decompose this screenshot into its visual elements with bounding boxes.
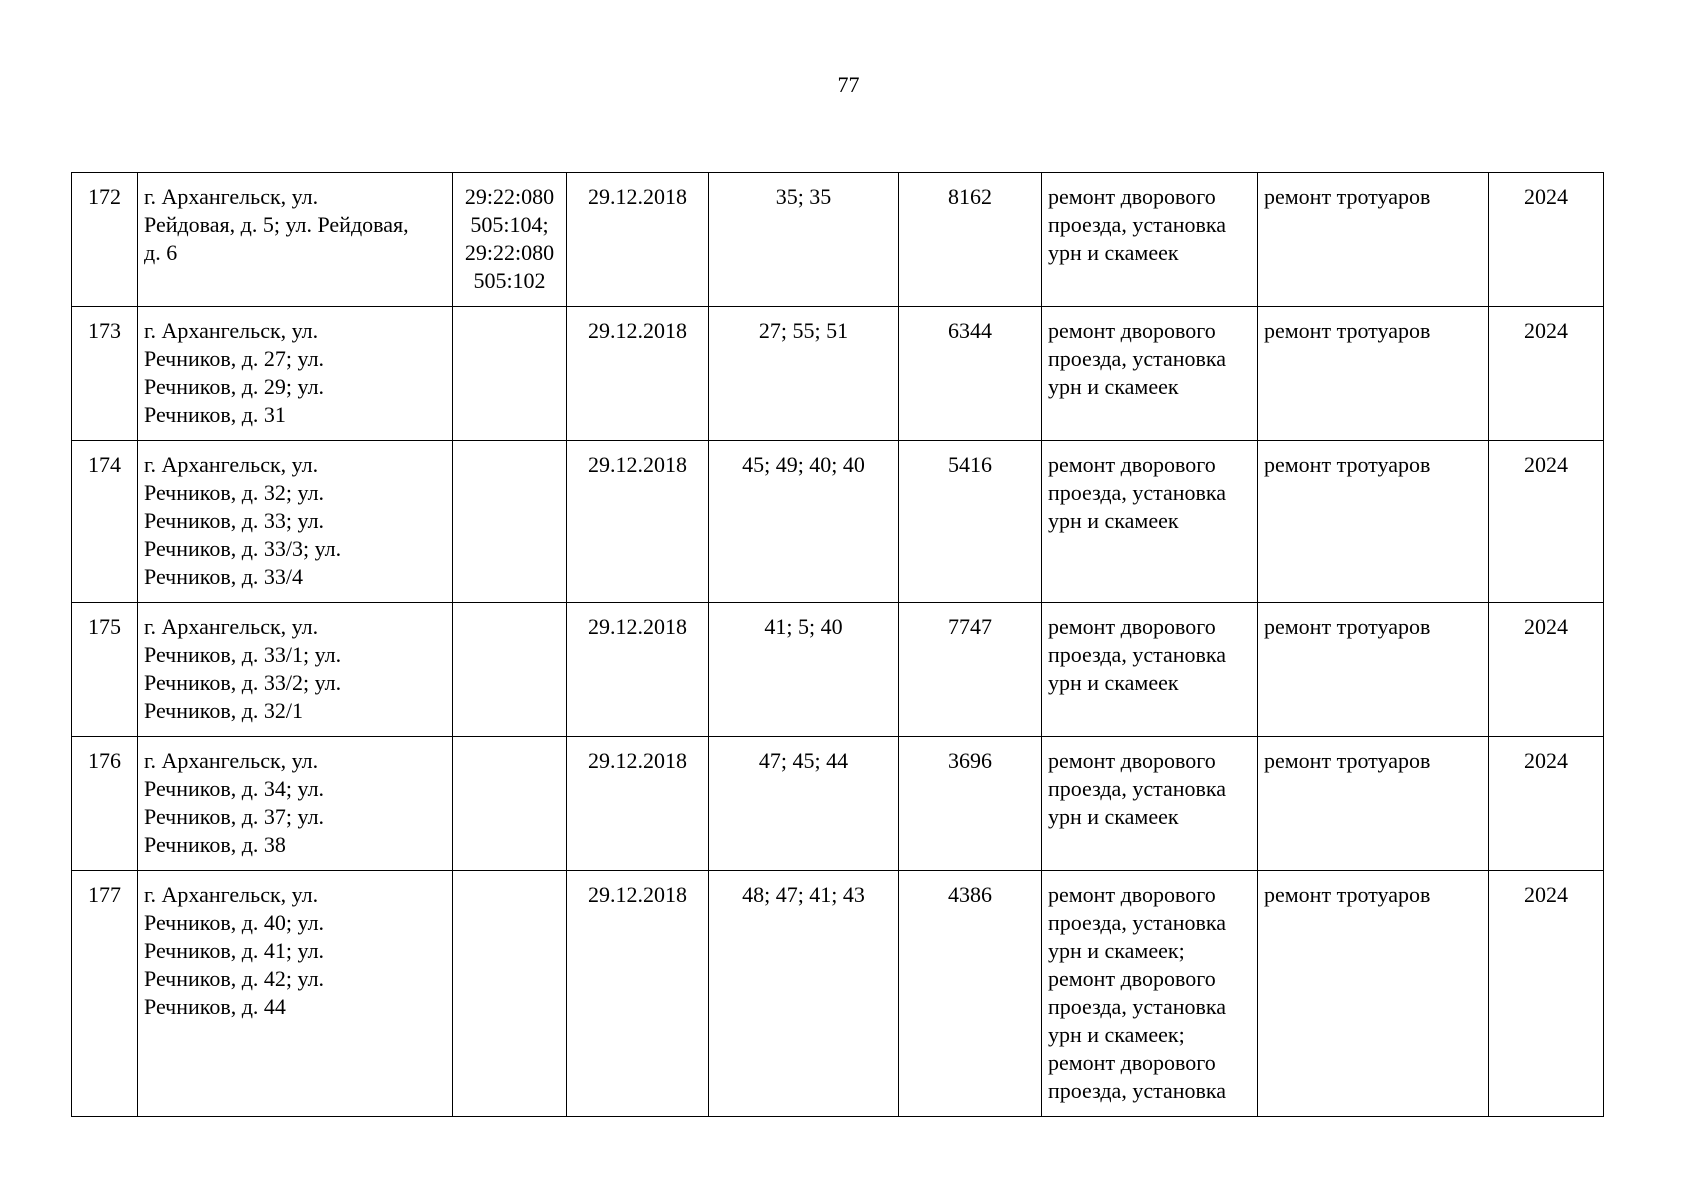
percent-values-cell: 35; 35 — [709, 173, 899, 307]
main-works-cell — [1042, 173, 1258, 307]
address-cell — [138, 307, 453, 441]
year-cell: 2024 — [1489, 603, 1604, 737]
area-cell: 3696 — [899, 737, 1042, 871]
address-cell — [138, 871, 453, 1117]
row-number-cell: 177 — [72, 871, 138, 1117]
area-cell: 8162 — [899, 173, 1042, 307]
date-cell: 29.12.2018 — [567, 307, 709, 441]
address-cell — [138, 441, 453, 603]
table-row — [72, 441, 1604, 603]
extra-works-cell: ремонт тротуаров — [1258, 307, 1489, 441]
year-cell: 2024 — [1489, 737, 1604, 871]
cadastral-number-cell — [453, 871, 567, 1117]
main-works-text: ремонт дворового проезда, установка урн и скамеек — [1048, 614, 1227, 695]
table-row — [72, 737, 1604, 871]
cadastral-number-cell — [453, 173, 567, 307]
extra-works-cell: ремонт тротуаров — [1258, 173, 1489, 307]
year-cell: 2024 — [1489, 441, 1604, 603]
main-works-text: ремонт дворового проезда, установка урн и скамеек — [1048, 184, 1227, 265]
percent-values-cell: 41; 5; 40 — [709, 603, 899, 737]
cadastral-number-cell — [453, 603, 567, 737]
table-row — [72, 871, 1604, 1117]
main-works-cell — [1042, 871, 1258, 1117]
main-works-cell — [1042, 737, 1258, 871]
main-works-text: ремонт дворового проезда, установка урн и скамеек; ремонт дворового проезда, установка урн и скамеек; ремонт дворового проезда, установка — [1048, 882, 1227, 1103]
page-number: 77 — [837, 72, 860, 97]
year-cell: 2024 — [1489, 307, 1604, 441]
address-cell — [138, 173, 453, 307]
row-number-cell: 173 — [72, 307, 138, 441]
address-cell — [138, 737, 453, 871]
area-cell: 7747 — [899, 603, 1042, 737]
address-text: г. Архангельск, ул. Речников, д. 27; ул. Речников, д. 29; ул. Речников, д. 31 — [144, 318, 325, 427]
address-cell — [138, 603, 453, 737]
cadastral-number-cell — [453, 441, 567, 603]
percent-values-cell: 47; 45; 44 — [709, 737, 899, 871]
address-text: г. Архангельск, ул. Речников, д. 33/1; ул. Речников, д. 33/2; ул. Речников, д. 32/1 — [144, 614, 342, 723]
date-cell: 29.12.2018 — [567, 737, 709, 871]
percent-values-cell: 48; 47; 41; 43 — [709, 871, 899, 1117]
cadastral-number-cell — [453, 737, 567, 871]
address-text: г. Архангельск, ул. Речников, д. 40; ул. Речников, д. 41; ул. Речников, д. 42; ул. Речников, д. 44 — [144, 882, 325, 1019]
table-row — [72, 603, 1604, 737]
main-works-cell — [1042, 603, 1258, 737]
extra-works-cell: ремонт тротуаров — [1258, 737, 1489, 871]
row-number-cell: 172 — [72, 173, 138, 307]
address-text: г. Архангельск, ул. Речников, д. 34; ул. Речников, д. 37; ул. Речников, д. 38 — [144, 748, 325, 857]
courtyard-registry-table — [71, 172, 1604, 1117]
area-cell: 4386 — [899, 871, 1042, 1117]
row-number-cell: 174 — [72, 441, 138, 603]
percent-values-cell: 27; 55; 51 — [709, 307, 899, 441]
year-cell: 2024 — [1489, 173, 1604, 307]
extra-works-cell: ремонт тротуаров — [1258, 871, 1489, 1117]
date-cell: 29.12.2018 — [567, 603, 709, 737]
address-text: г. Архангельск, ул. Рейдовая, д. 5; ул. Рейдовая, д. 6 — [144, 184, 409, 265]
extra-works-cell: ремонт тротуаров — [1258, 603, 1489, 737]
address-text: г. Архангельск, ул. Речников, д. 32; ул. Речников, д. 33; ул. Речников, д. 33/3; ул. Речников, д. 33/4 — [144, 452, 342, 589]
table-row — [72, 307, 1604, 441]
main-works-text: ремонт дворового проезда, установка урн и скамеек — [1048, 318, 1227, 399]
main-works-text: ремонт дворового проезда, установка урн и скамеек — [1048, 748, 1227, 829]
extra-works-cell: ремонт тротуаров — [1258, 441, 1489, 603]
area-cell: 6344 — [899, 307, 1042, 441]
main-works-cell — [1042, 441, 1258, 603]
table-row — [72, 173, 1604, 307]
row-number-cell: 175 — [72, 603, 138, 737]
main-works-cell — [1042, 307, 1258, 441]
date-cell: 29.12.2018 — [567, 173, 709, 307]
date-cell: 29.12.2018 — [567, 441, 709, 603]
date-cell: 29.12.2018 — [567, 871, 709, 1117]
row-number-cell: 176 — [72, 737, 138, 871]
percent-values-cell: 45; 49; 40; 40 — [709, 441, 899, 603]
main-works-text: ремонт дворового проезда, установка урн и скамеек — [1048, 452, 1227, 533]
area-cell: 5416 — [899, 441, 1042, 603]
cadastral-number-cell — [453, 307, 567, 441]
year-cell: 2024 — [1489, 871, 1604, 1117]
cadastral-number-text: 29:22:080 505:104; 29:22:080 505:102 — [464, 184, 555, 293]
